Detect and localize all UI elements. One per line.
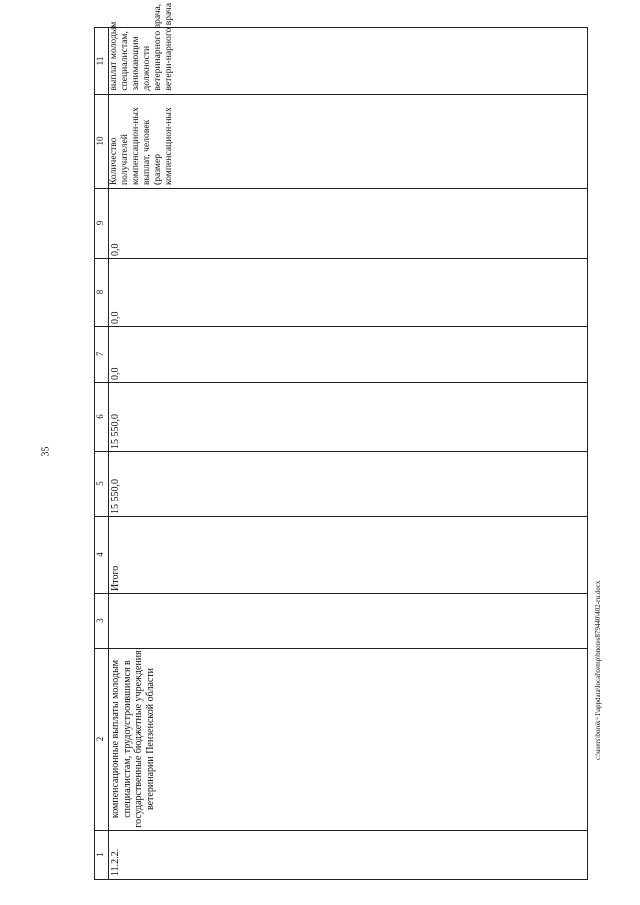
column-number-7: 7 xyxy=(95,351,105,357)
column-divider xyxy=(95,188,587,189)
page-number: 35 xyxy=(40,446,52,457)
column-divider xyxy=(95,258,587,259)
column-number-4: 4 xyxy=(95,552,105,557)
column-number-6: 6 xyxy=(95,414,105,419)
column-number-2: 2 xyxy=(95,736,105,742)
column-divider xyxy=(95,326,587,327)
cell-amount-year: 15 550,0 xyxy=(110,414,121,449)
column-number-10: 10 xyxy=(95,136,105,146)
column-number-5: 5 xyxy=(95,481,105,486)
cell-amount-7: 0,0 xyxy=(110,367,121,380)
cell-amount-8: 0,0 xyxy=(110,311,121,324)
cell-row-number: 11.2.2. xyxy=(110,848,121,876)
column-divider xyxy=(95,516,587,517)
column-number-9: 9 xyxy=(95,220,105,226)
column-divider xyxy=(95,648,587,649)
cell-total-label: Итого xyxy=(110,565,121,591)
budget-table xyxy=(94,3,588,880)
file-path: c:\users\borok~1\appdata\local\temp\bnotes879440\402-ru.docx xyxy=(594,580,602,760)
column-number-1: 1 xyxy=(95,852,105,857)
cell-description: компенсационные выплаты молодым специалистам, трудоустроившимся в государственные бюджетные учреждения ветеринарии Пензенской области xyxy=(110,650,156,828)
column-number-11: 11 xyxy=(95,56,105,66)
column-number-3: 3 xyxy=(95,618,105,623)
cell-amount-9: 0,0 xyxy=(110,243,121,256)
cell-indicator-description: Количество получателей компенсацион-ных выплат, человек (размер компенсацион-ных выплат молодым специалистам, занимающим должности ветеринарного врача, ветери-нарного врача xyxy=(108,3,174,185)
column-divider xyxy=(95,593,587,594)
column-divider xyxy=(95,830,587,831)
column-divider xyxy=(95,382,587,383)
column-divider xyxy=(95,451,587,452)
column-number-8: 8 xyxy=(95,289,105,295)
cell-amount-total: 15 550,0 xyxy=(110,479,121,514)
